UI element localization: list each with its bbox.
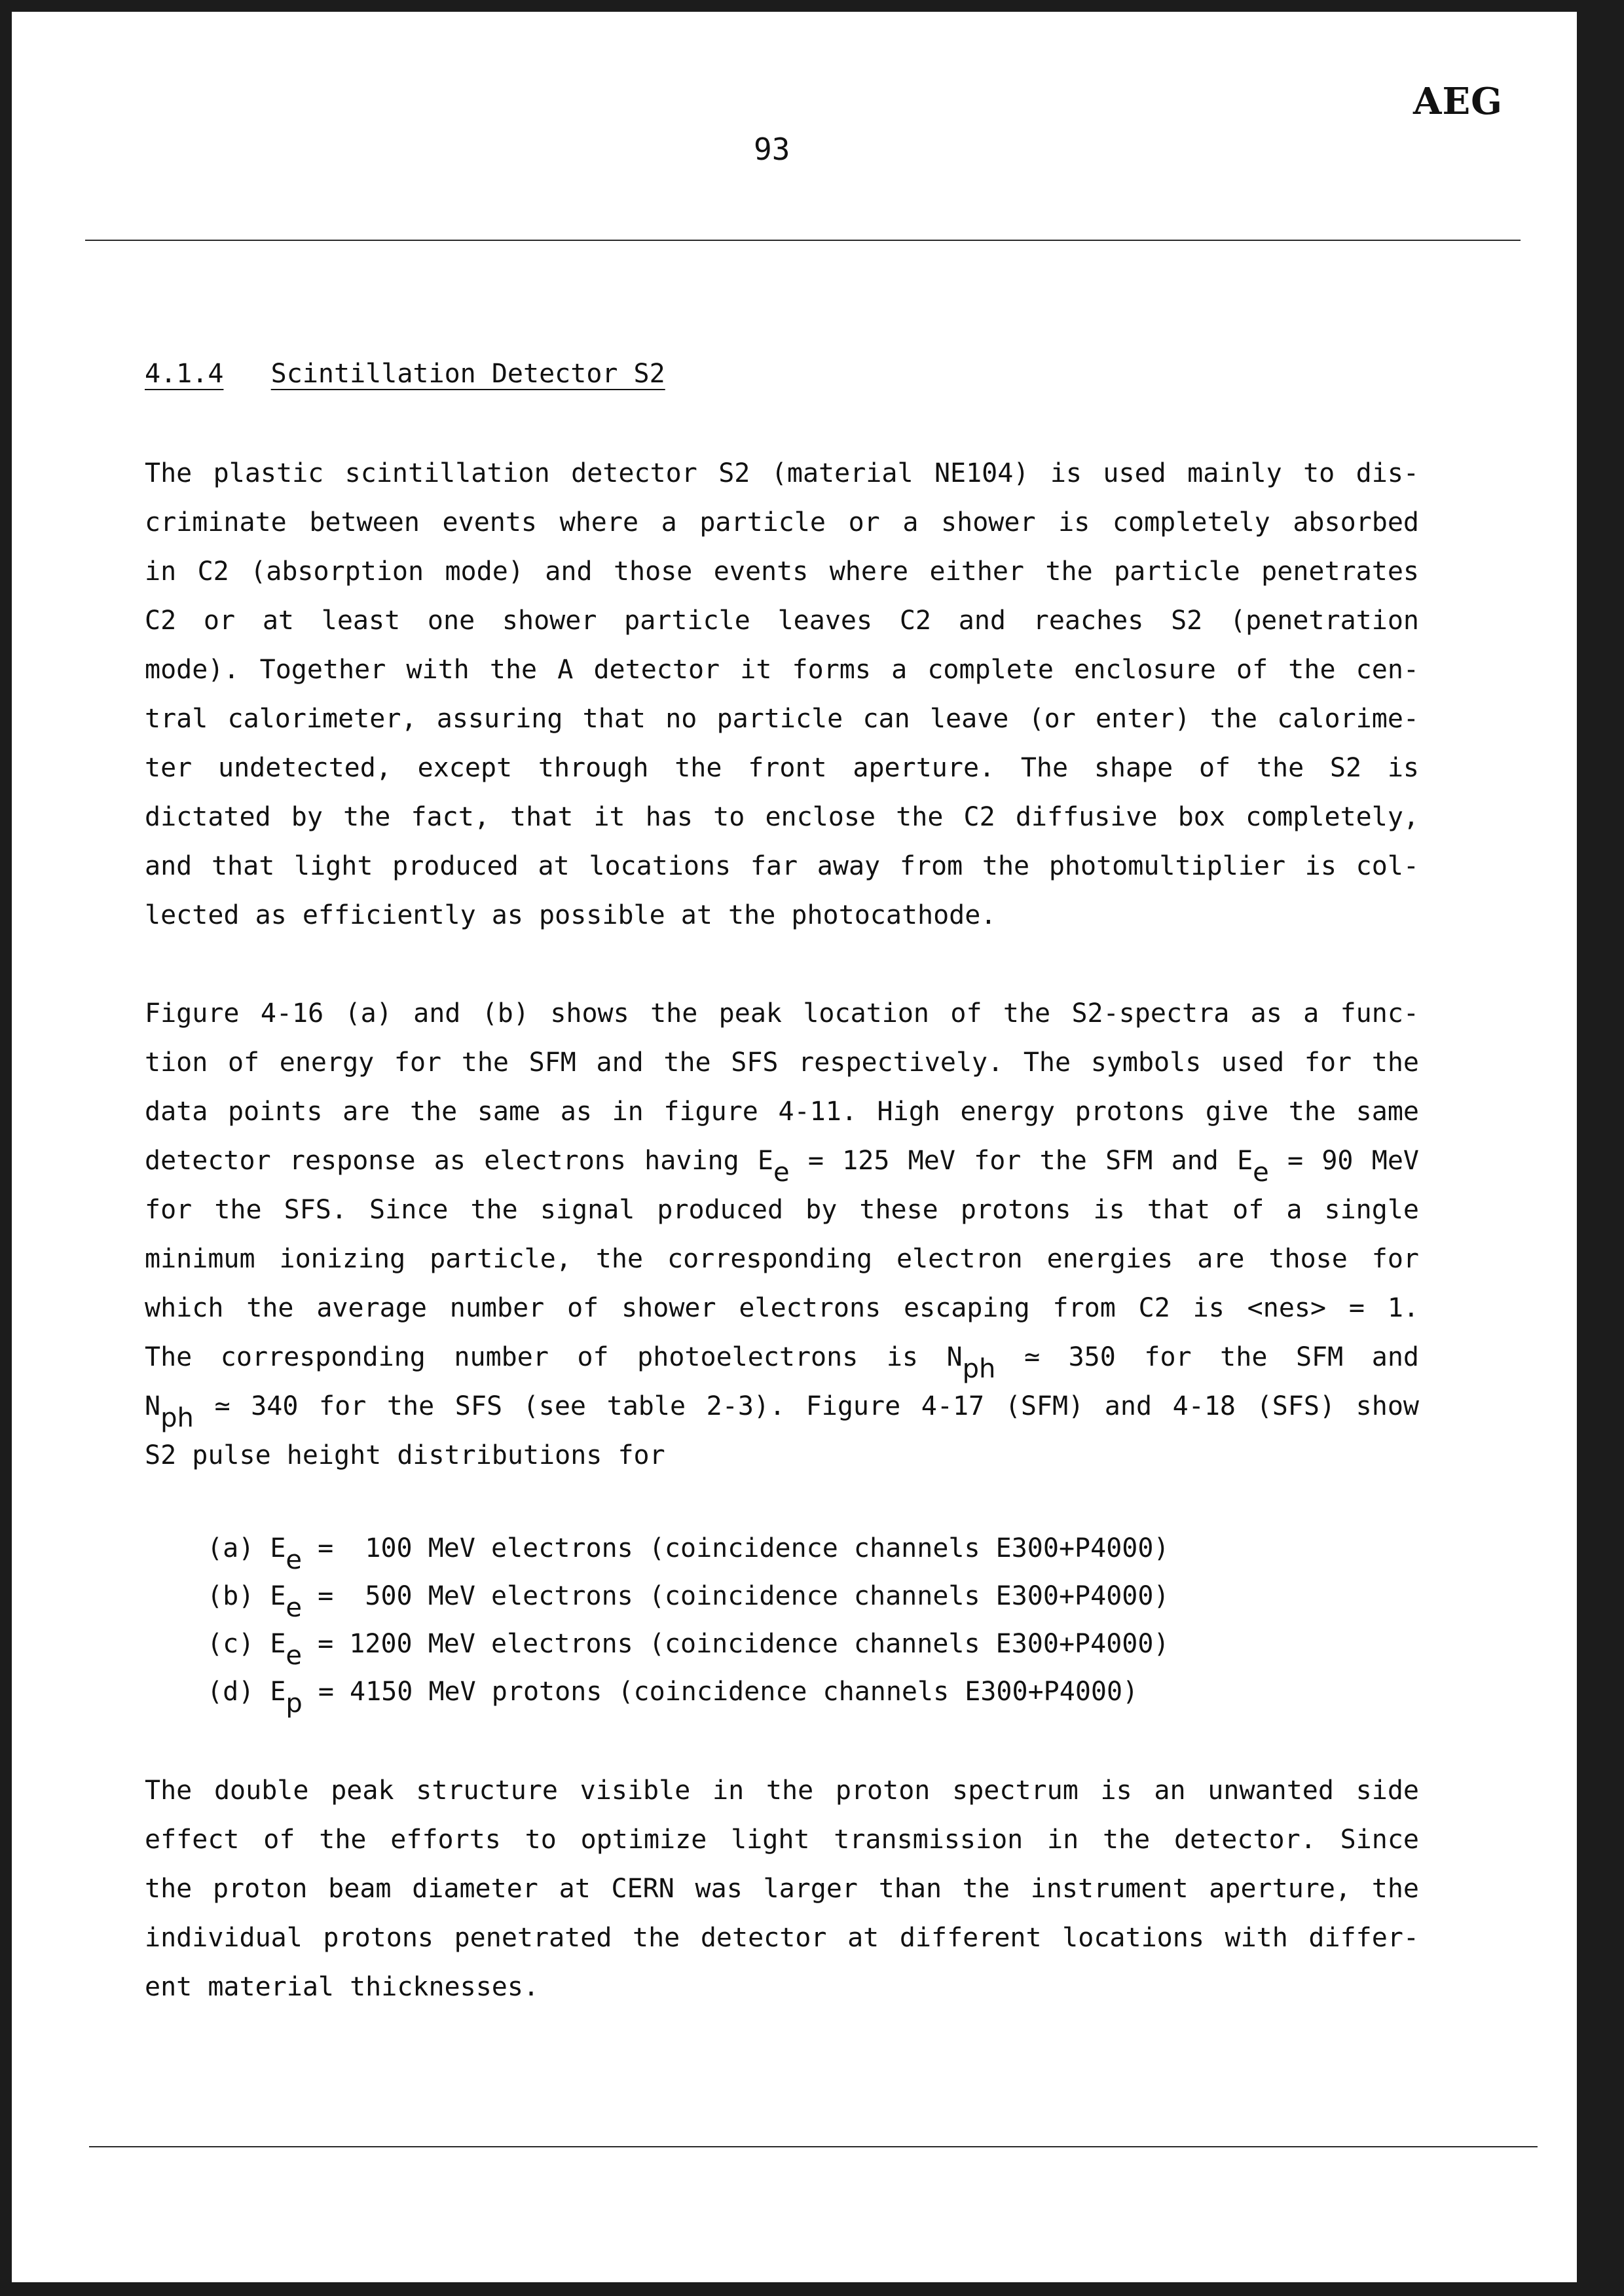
text-line: The double peak structure visible in the proton spectrum is an unwanted side: [145, 1776, 1419, 1806]
section-heading: [145, 359, 665, 389]
text-line: the proton beam diameter at CERN was larger than the instrument aperture, the: [145, 1874, 1419, 1904]
text-line: dictated by the fact, that it has to enclose the C2 diffusive box completely,: [145, 802, 1419, 832]
section-title: Scintillation Detector S2: [270, 359, 665, 389]
text-line: tion of energy for the SFM and the SFS respectively. The symbols used for the: [145, 1048, 1419, 1078]
text-line: for the SFS. Since the signal produced by these protons is that of a single: [145, 1195, 1419, 1225]
section-number: 4.1.4: [145, 359, 224, 389]
text-segment: ≃ 350 for the SFM and: [995, 1342, 1419, 1372]
page-number: 93: [754, 132, 790, 167]
list-label: (c) E: [207, 1629, 286, 1659]
text-line: [145, 1333, 1419, 1382]
text-segment: The corresponding number of photoelectrons is N: [145, 1342, 963, 1372]
list-label: (d) E: [207, 1677, 286, 1707]
subscript: e: [286, 1641, 303, 1671]
paragraph-peak-location: [145, 989, 1419, 1480]
text-line: individual protons penetrated the detector at different locations with differ-: [145, 1923, 1419, 1953]
text-line: [145, 1382, 1419, 1431]
subscript: ph: [160, 1403, 194, 1433]
document-page: [12, 12, 1577, 2282]
text-segment: = 125 MeV for the SFM and E: [789, 1146, 1253, 1176]
text-line: and that light produced at locations far away from the photomultiplier is col-: [145, 851, 1419, 881]
text-line: data points are the same as in figure 4-11. High energy protons give the same: [145, 1097, 1419, 1127]
text-line: S2 pulse height distributions for: [145, 1440, 665, 1470]
text-line: effect of the efforts to optimize light transmission in the detector. Since: [145, 1825, 1419, 1855]
text-line: ter undetected, except through the front aperture. The shape of the S2 is: [145, 753, 1419, 783]
text-segment: N: [145, 1391, 161, 1421]
text-line: ent material thicknesses.: [145, 1972, 540, 2002]
list-text: = 1200 MeV electrons (coincidence channels E300+P4000): [302, 1629, 1170, 1659]
subscript: ph: [962, 1354, 996, 1384]
energy-list: [207, 1525, 1170, 1719]
list-label: (b) E: [207, 1581, 286, 1611]
text-line: [145, 1137, 1419, 1186]
text-line: C2 or at least one shower particle leaves C2 and reaches S2 (penetration: [145, 606, 1419, 636]
subscript: e: [1253, 1157, 1269, 1188]
subscript: e: [286, 1545, 303, 1575]
text-line: minimum ionizing particle, the corresponding electron energies are those for: [145, 1244, 1419, 1274]
list-text: = 500 MeV electrons (coincidence channels E300+P4000): [302, 1581, 1170, 1611]
text-line: mode). Together with the A detector it forms a complete enclosure of the cen-: [145, 655, 1419, 685]
text-segment: = 90 MeV: [1268, 1146, 1419, 1176]
text-line: in C2 (absorption mode) and those events where either the particle penetrates: [145, 556, 1419, 587]
subscript: e: [773, 1157, 790, 1188]
list-text: = 100 MeV electrons (coincidence channels E300+P4000): [302, 1533, 1170, 1563]
text-line: The plastic scintillation detector S2 (material NE104) is used mainly to dis-: [145, 458, 1419, 488]
text-line: lected as efficiently as possible at the photocathode.: [145, 900, 997, 930]
text-line: criminate between events where a particle or a shower is completely absorbed: [145, 507, 1419, 538]
subscript: e: [286, 1593, 303, 1623]
footer-divider: [89, 2146, 1538, 2147]
paragraph-double-peak: [145, 1766, 1419, 2012]
list-item: [207, 1573, 1170, 1623]
subscript: p: [286, 1688, 303, 1719]
list-label: (a) E: [207, 1533, 286, 1563]
list-text: = 4150 MeV protons (coincidence channels E300+P4000): [302, 1677, 1139, 1707]
list-item: [207, 1668, 1170, 1719]
text-line: Figure 4-16 (a) and (b) shows the peak location of the S2-spectra as a func-: [145, 998, 1419, 1029]
paragraph-detector-description: [145, 449, 1419, 940]
header-divider: [85, 240, 1521, 241]
text-segment: ≃ 340 for the SFS (see table 2-3). Figure 4-17 (SFM) and 4-18 (SFS) show: [193, 1391, 1419, 1421]
text-line: which the average number of shower electrons escaping from C2 is <nes> = 1.: [145, 1293, 1419, 1323]
list-item: [207, 1525, 1170, 1573]
text-segment: detector response as electrons having E: [145, 1146, 773, 1176]
text-line: tral calorimeter, assuring that no particle can leave (or enter) the calorime-: [145, 704, 1419, 734]
company-logo: AEG: [1413, 80, 1503, 123]
list-item: [207, 1620, 1170, 1671]
